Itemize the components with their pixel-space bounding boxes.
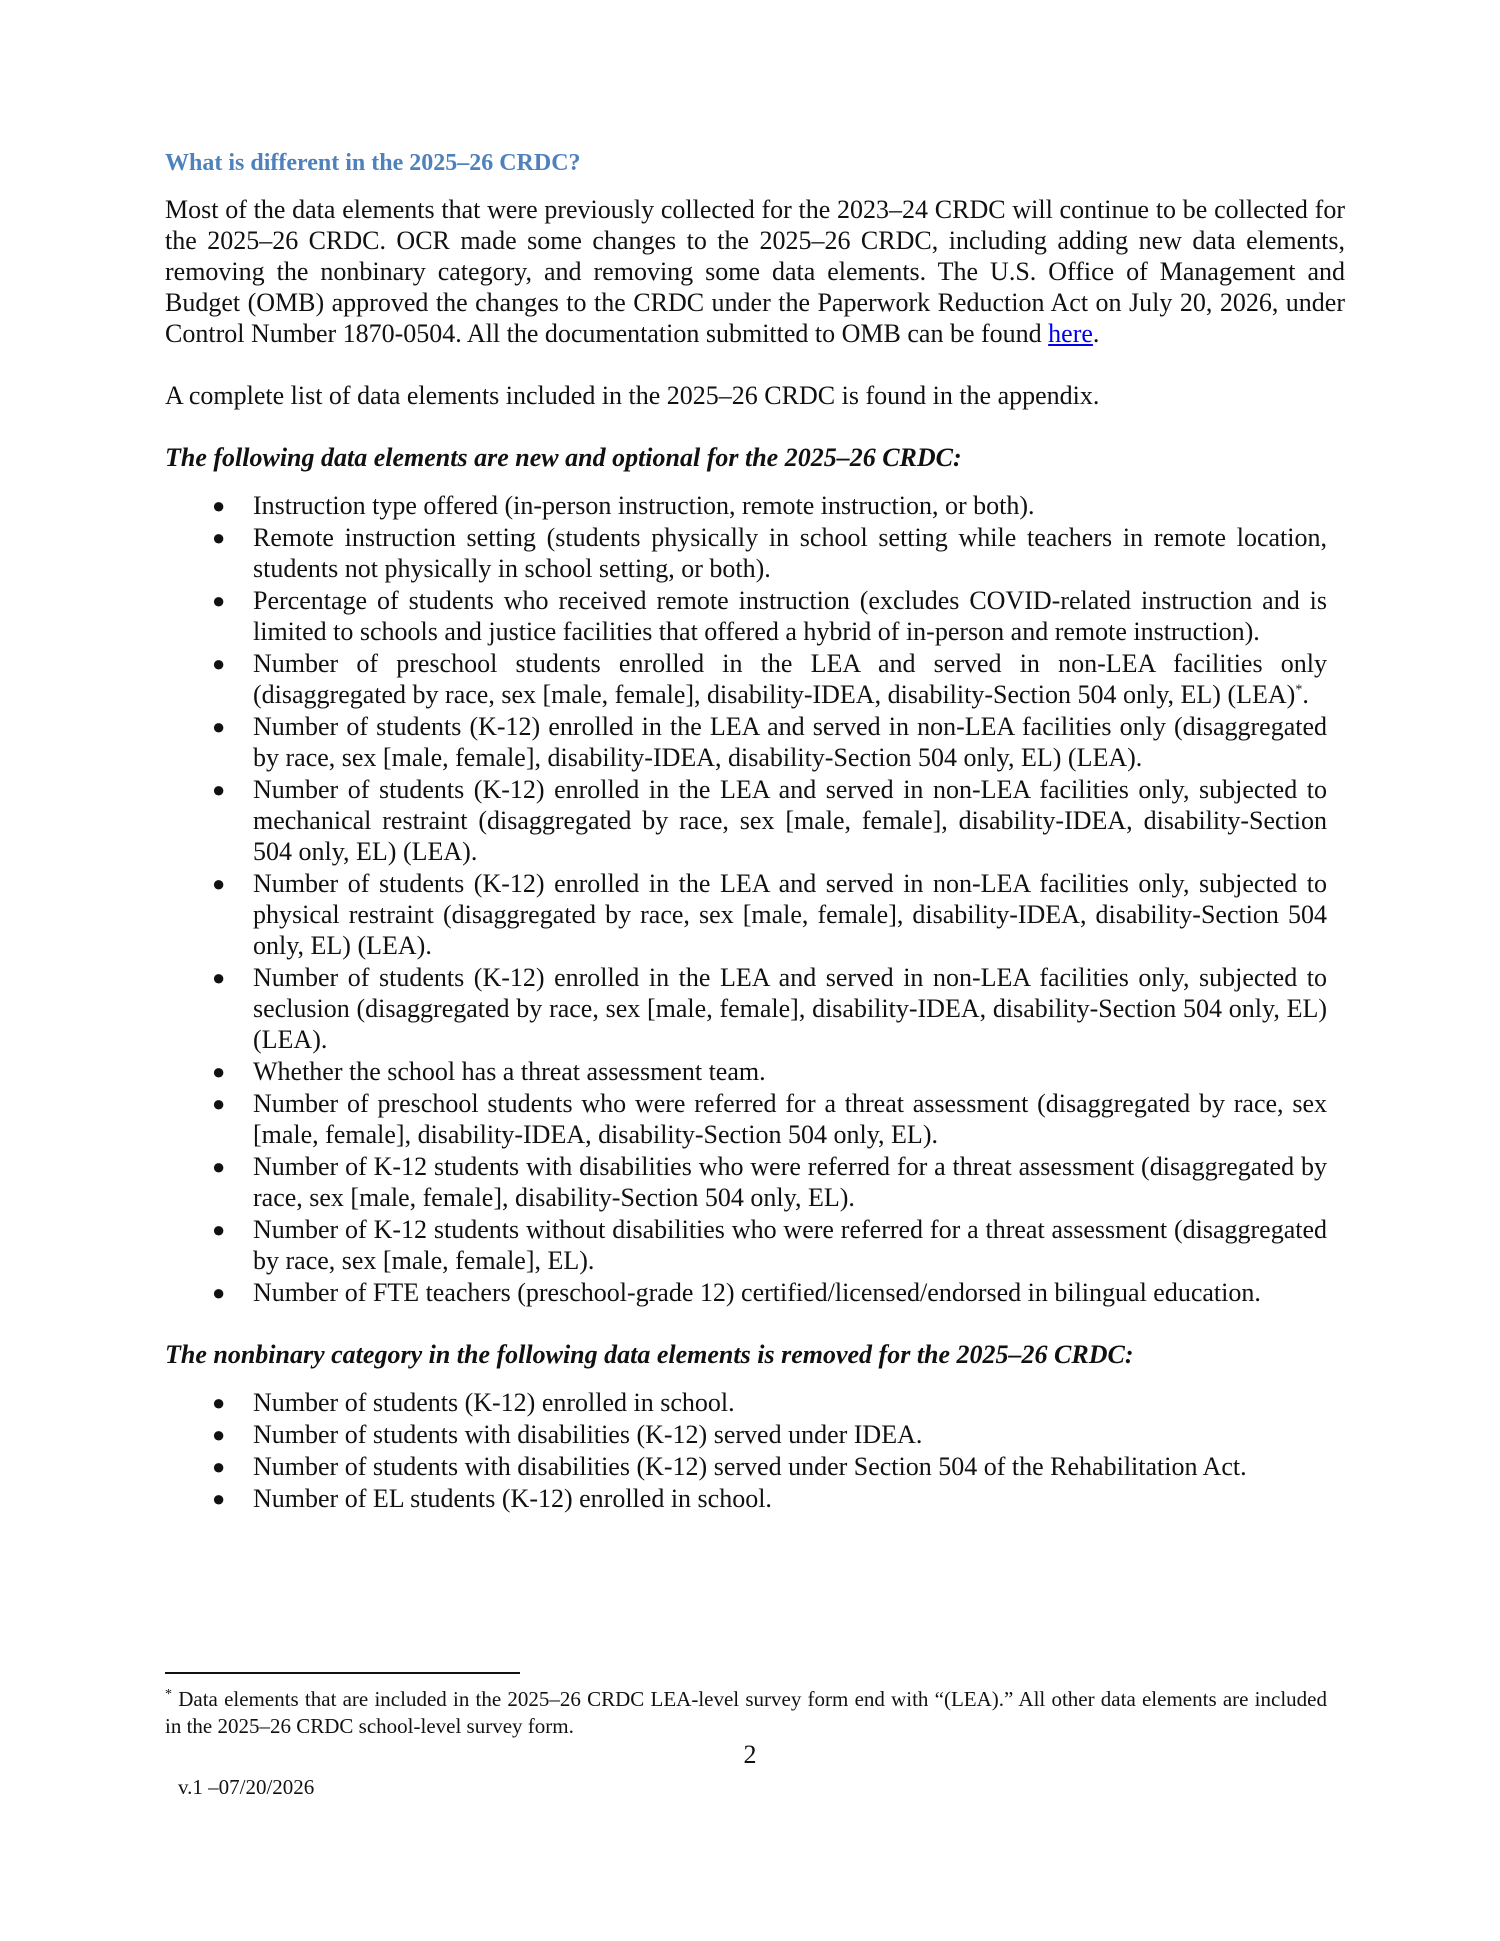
footnote-mark: *	[165, 1687, 172, 1702]
list-item: ● Number of students (K-12) enrolled in school.	[212, 1388, 735, 1417]
bullet-icon: ●	[212, 1091, 226, 1116]
bullet-icon: ●	[212, 1390, 226, 1415]
list-item: ● Number of students with disabilities (K-12) served under Section 504 of the Rehabilitation Act.	[212, 1452, 1247, 1481]
bullet-icon: ●	[212, 493, 226, 518]
bullet-icon: ●	[212, 1454, 226, 1479]
footnote	[165, 1686, 1327, 1740]
list-item: ● Number of K-12 students without disabilities who were referred for a threat assessment (disaggregated by race, sex [male, female], EL).	[212, 1215, 1327, 1275]
list-item: ● Number of K-12 students with disabilities who were referred for a threat assessment (disaggregated by race, sex [male, female], disability-Section 504 only, EL).	[212, 1152, 1327, 1212]
appendix-note: A complete list of data elements included in the 2025–26 CRDC is found in the appendix.	[165, 381, 1100, 410]
bullet-icon: ●	[212, 965, 226, 990]
bullet-icon: ●	[212, 1422, 226, 1447]
nonbinary-subheading: The nonbinary category in the following data elements is removed for the 2025–26 CRDC:	[165, 1340, 1134, 1369]
list-item: ● Remote instruction setting (students physically in school setting while teachers in remote location, students not physically in school setting, or both).	[212, 523, 1327, 583]
list-item: ● Number of preschool students who were referred for a threat assessment (disaggregated by race, sex [male, female], disability-IDEA, disability-Section 504 only, EL).	[212, 1089, 1327, 1149]
footnote-reference[interactable]: *	[1295, 682, 1303, 698]
version-label: v.1 –07/20/2026	[178, 1775, 315, 1799]
intro-text: Most of the data elements that were previously collected for the 2023–24 CRDC will continue to be collected for the 2025–26 CRDC. OCR made some changes to the 2025–26 CRDC, including adding new data elements, removing the nonbinary category, and removing some data elements. The U.S. Office of Management and Budget (OMB) approved the changes to the CRDC under the Paperwork Reduction Act on July 20, 2026, under Control Number 1870-0504. All the documentation submitted to OMB can be found	[165, 195, 1345, 348]
list-item: ● Number of students (K-12) enrolled in the LEA and served in non-LEA facilities only, subjected to seclusion (disaggregated by race, sex [male, female], disability-IDEA, disability-Section 504 only, EL) (LEA).	[212, 963, 1327, 1054]
page-content	[165, 143, 1345, 1515]
list-item: ● Whether the school has a threat assessment team.	[212, 1057, 766, 1086]
bullet-icon: ●	[212, 777, 226, 802]
list-item: ● Number of students (K-12) enrolled in the LEA and served in non-LEA facilities only, subjected to physical restraint (disaggregated by race, sex [male, female], disability-IDEA, disability-Section 504 only, EL) (LEA).	[212, 869, 1327, 960]
list-item: ● Instruction type offered (in-person instruction, remote instruction, or both).	[212, 491, 1035, 520]
bullet-icon: ●	[212, 1059, 226, 1084]
list-item: ● Number of preschool students enrolled in the LEA and served in non-LEA facilities only (disaggregated by race, sex [male, female], disability-IDEA, disability-Section 504 only, EL) (LEA)*.	[212, 649, 1327, 709]
list-item: ● Number of students (K-12) enrolled in the LEA and served in non-LEA facilities only (disaggregated by race, sex [male, female], disability-IDEA, disability-Section 504 only, EL) (LEA).	[212, 712, 1327, 772]
footnote-separator	[165, 1672, 520, 1674]
bullet-icon: ●	[212, 1217, 226, 1242]
here-link[interactable]: here	[1048, 319, 1093, 348]
bullet-icon: ●	[212, 871, 226, 896]
intro-end: .	[1092, 319, 1100, 348]
new-elements-subheading: The following data elements are new and optional for the 2025–26 CRDC:	[165, 443, 962, 472]
section-heading: What is different in the 2025–26 CRDC?	[165, 150, 581, 176]
bullet-icon: ●	[212, 1280, 226, 1305]
list-item: ● Number of students with disabilities (K-12) served under IDEA.	[212, 1420, 923, 1449]
bullet-icon: ●	[212, 651, 226, 676]
bullet-icon: ●	[212, 1154, 226, 1179]
bullet-icon: ●	[212, 525, 226, 550]
list-item: ● Percentage of students who received remote instruction (excludes COVID-related instruction and is limited to schools and justice facilities that offered a hybrid of in-person and remote instruction).	[212, 586, 1327, 646]
intro-paragraph	[165, 194, 1345, 349]
list-item: ● Number of FTE teachers (preschool-grade 12) certified/licensed/endorsed in bilingual education.	[212, 1278, 1261, 1307]
list-item: ● Number of students (K-12) enrolled in the LEA and served in non-LEA facilities only, subjected to mechanical restraint (disaggregated by race, sex [male, female], disability-IDEA, disability-Section 504 only, EL) (LEA).	[212, 775, 1327, 866]
footnote-text: Data elements that are included in the 2025–26 CRDC LEA-level survey form end with “(LEA).” All other data elements are included in the 2025–26 CRDC school-level survey form.	[165, 1687, 1327, 1738]
bullet-icon: ●	[212, 714, 226, 739]
bullet-icon: ●	[212, 588, 226, 613]
nonbinary-list	[165, 1387, 1345, 1514]
bullet-icon: ●	[212, 1486, 226, 1511]
page-number: 2	[743, 1740, 757, 1769]
new-elements-list	[165, 490, 1345, 1308]
list-item: ● Number of EL students (K-12) enrolled in school.	[212, 1484, 772, 1513]
